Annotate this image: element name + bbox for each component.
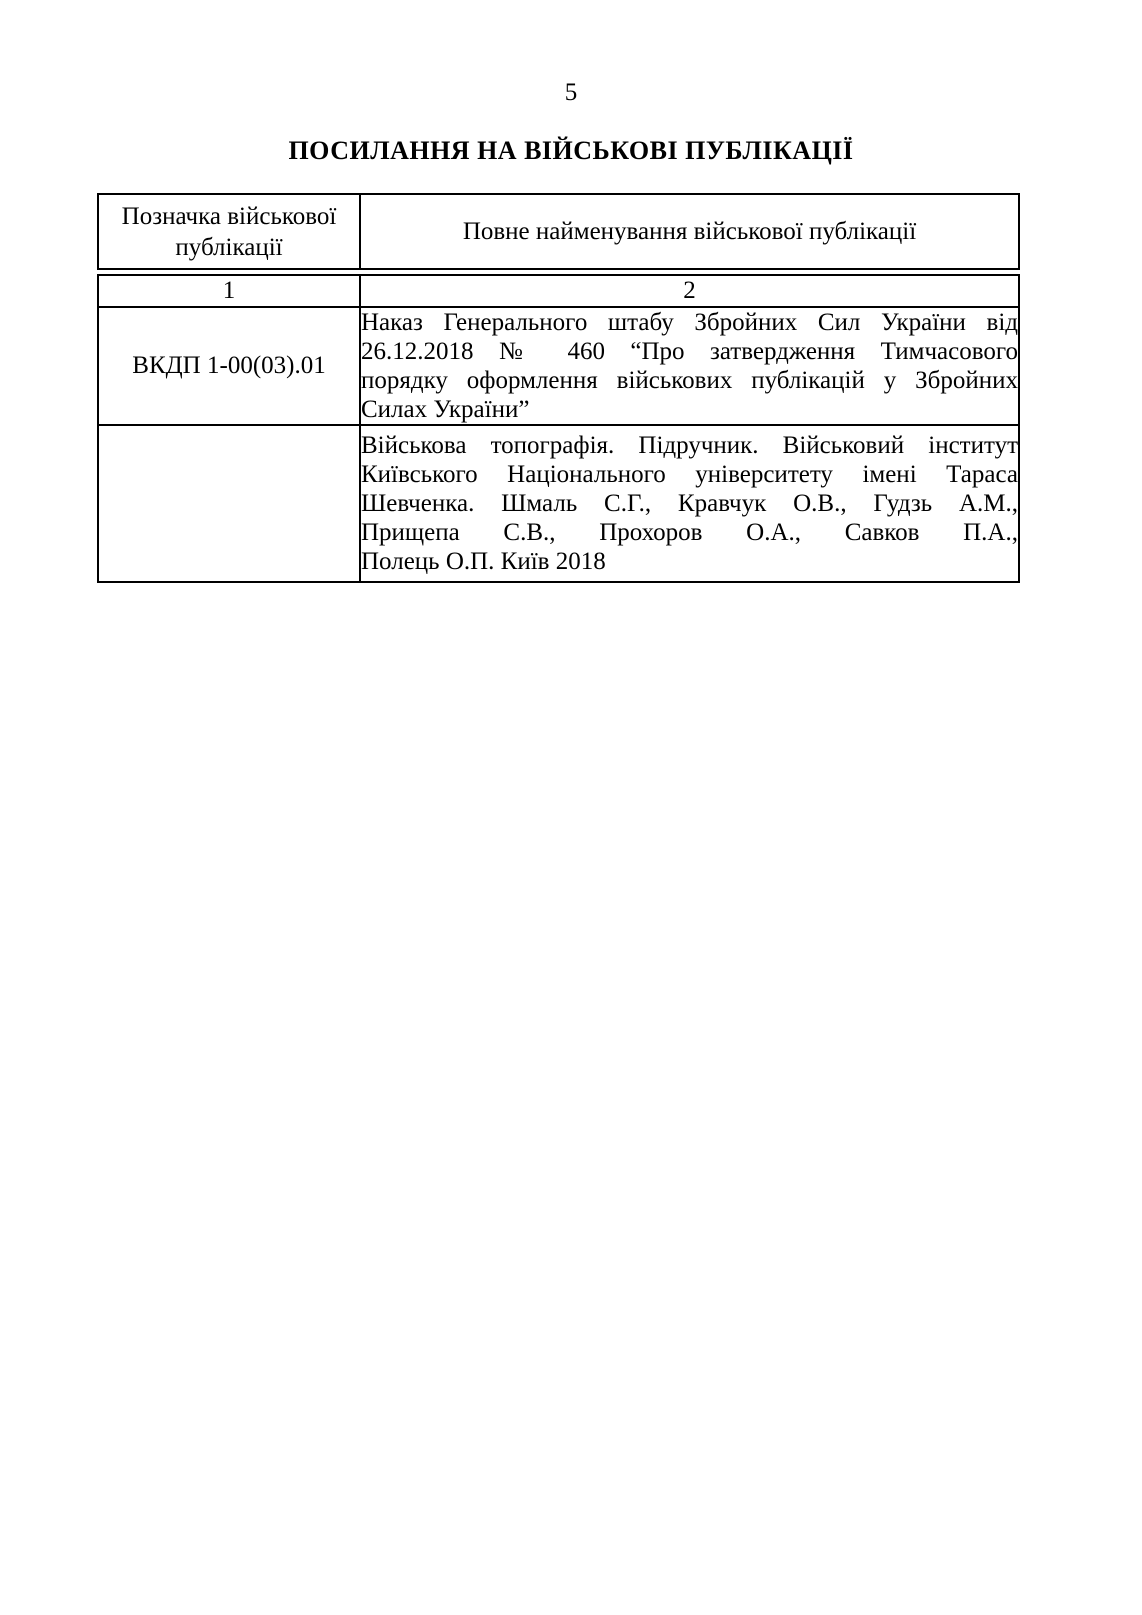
header-designation-line2: публікації	[175, 233, 283, 261]
text-line: Київського Національного університету імені Тараса	[361, 461, 1018, 488]
designation-cell	[98, 425, 360, 582]
document-title: ПОСИЛАННЯ НА ВІЙСЬКОВІ ПУБЛІКАЦІЇ	[288, 136, 854, 165]
header-cell-fullname: Повне найменування військової публікації	[360, 194, 1019, 269]
publications-table	[97, 193, 1018, 583]
table-header	[97, 193, 1020, 270]
fullname-cell	[360, 307, 1019, 425]
table-body	[97, 274, 1020, 583]
text-line: Військова топографія. Підручник. Військовий інститут	[361, 432, 1018, 459]
text-line: Полець О.П. Київ 2018	[361, 548, 606, 575]
fullname-cell	[360, 425, 1019, 582]
text-line: Наказ Генерального штабу Збройних Сил України від	[361, 309, 1018, 336]
text-line: Шевченка. Шмаль С.Г., Кравчук О.В., Гудзь А.М.,	[361, 490, 1018, 517]
text-line: порядку оформлення військових публікацій у Збройних	[361, 367, 1018, 394]
text-line: Силах України”	[361, 396, 530, 423]
header-designation-line1: Позначка військової	[121, 202, 337, 230]
header-cell-designation	[98, 194, 360, 269]
index-cell-2: 2	[360, 275, 1019, 307]
text-line: Прищепа С.В., Прохоров О.А., Савков П.А.,	[361, 519, 1018, 546]
designation-cell: ВКДП 1-00(03).01	[98, 307, 360, 425]
text-line: 26.12.2018 № 460 “Про затвердження Тимчасового	[361, 338, 1018, 365]
table-row	[98, 307, 1019, 425]
column-index-row	[98, 275, 1019, 307]
index-cell-1: 1	[98, 275, 360, 307]
header-row	[98, 194, 1019, 269]
table-row	[98, 425, 1019, 582]
page-number: 5	[564, 79, 578, 106]
